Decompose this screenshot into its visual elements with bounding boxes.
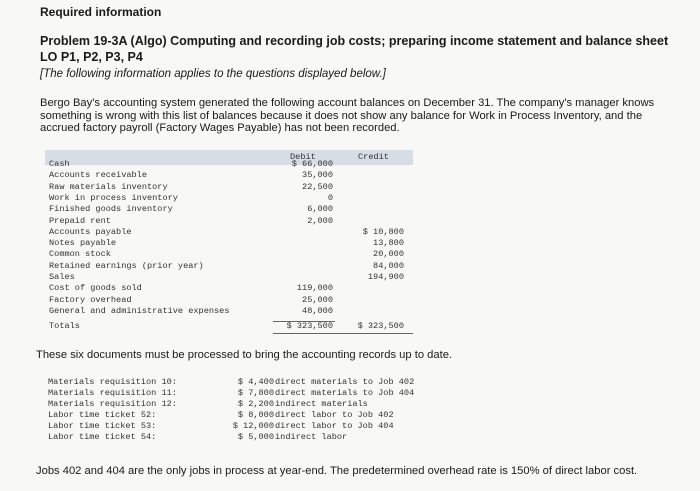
debit-value: 48,000 xyxy=(302,305,333,316)
intro-paragraph: Bergo Bay's accounting system generated the following account balances on December 31. The company's manager knows something is wrong with this list of balances because it does not show any balance for Work in Process Inventory, and the accrued factory payroll (Factory Wages Payable) has not been recorded. xyxy=(40,97,655,134)
document-amount: $ 8,000 xyxy=(237,410,274,420)
table-row xyxy=(45,238,413,249)
account-name: Prepaid rent xyxy=(49,215,111,226)
table-row xyxy=(45,182,413,193)
document-item xyxy=(48,421,448,432)
document-label: Labor time ticket 54: xyxy=(48,432,157,442)
totals-row xyxy=(45,321,413,332)
table-row xyxy=(45,283,413,294)
account-name: Notes payable xyxy=(49,238,117,249)
debit-value: 35,000 xyxy=(302,170,333,181)
table-row xyxy=(45,170,413,181)
document-description: indirect labor xyxy=(275,432,348,442)
debit-total: $ 323,500 xyxy=(286,321,333,331)
document-description: direct materials to Job 402 xyxy=(275,377,415,387)
credit-value: 13,800 xyxy=(373,238,404,249)
document-description: direct materials to Job 404 xyxy=(275,388,415,398)
table-row xyxy=(45,295,413,306)
table-row xyxy=(45,261,413,272)
account-name: Accounts payable xyxy=(49,226,132,237)
applies-note: [The following information applies to the questions displayed below.] xyxy=(40,68,386,80)
account-name: Retained earnings (prior year) xyxy=(49,260,204,271)
credit-value: 20,000 xyxy=(373,249,404,260)
document-amount: $ 2,200 xyxy=(237,399,274,409)
table-row xyxy=(45,272,413,283)
account-name: Accounts receivable xyxy=(49,170,147,181)
document-amount: $ 12,000 xyxy=(232,421,274,431)
problem-title: Problem 19-3A (Algo) Computing and recording job costs; preparing income statement and balance sheet LO P1, P2, P3, P4 xyxy=(40,34,669,64)
documents-list xyxy=(48,377,448,443)
credit-value: 84,000 xyxy=(373,260,404,271)
table-row xyxy=(45,159,413,170)
debit-value: 119,000 xyxy=(296,283,333,294)
document-item xyxy=(48,432,448,443)
table-row xyxy=(45,249,413,260)
document-description: direct labor to Job 402 xyxy=(275,410,394,420)
debit-value: $ 66,000 xyxy=(291,159,333,169)
debit-value: 6,000 xyxy=(307,204,333,215)
document-label: Labor time ticket 52: xyxy=(48,410,157,420)
debit-value: 2,000 xyxy=(307,215,333,226)
table-row xyxy=(45,204,413,215)
totals-underline xyxy=(273,333,413,334)
footer-note: Jobs 402 and 404 are the only jobs in process at year-end. The predetermined overhead rate is 150% of direct labor cost. xyxy=(36,465,638,477)
debit-underline xyxy=(273,321,335,322)
credit-value: $ 10,800 xyxy=(362,226,404,237)
table-row xyxy=(45,216,413,227)
document-amount: $ 4,400 xyxy=(237,377,274,387)
required-information-heading: Required information xyxy=(40,5,162,19)
document-label: Materials requisition 11: xyxy=(48,388,177,398)
document-item xyxy=(48,377,448,388)
account-name: Cost of goods sold xyxy=(49,283,142,294)
document-label: Materials requisition 10: xyxy=(48,377,177,387)
account-name: Sales xyxy=(49,272,75,282)
account-name: Cash xyxy=(49,159,70,169)
document-description: direct labor to Job 404 xyxy=(275,421,394,431)
account-name: Raw materials inventory xyxy=(49,181,168,192)
totals-label: Totals xyxy=(49,321,80,331)
debit-value: 0 xyxy=(327,192,333,203)
credit-value: 194,900 xyxy=(367,272,404,282)
account-name: General and administrative expenses xyxy=(49,305,230,316)
document-item xyxy=(48,388,448,399)
document-amount: $ 7,800 xyxy=(237,388,274,398)
account-name: Finished goods inventory xyxy=(49,204,173,215)
debit-value: 22,500 xyxy=(302,181,333,192)
document-amount: $ 5,000 xyxy=(237,432,274,442)
document-label: Materials requisition 12: xyxy=(48,399,177,409)
account-name: Factory overhead xyxy=(49,294,132,305)
account-name: Common stock xyxy=(49,249,111,260)
document-item xyxy=(48,410,448,421)
debit-header: Debit xyxy=(290,152,316,162)
documents-intro: These six documents must be processed to bring the accounting records up to date. xyxy=(36,349,453,361)
table-row xyxy=(45,306,413,317)
credit-total: $ 323,500 xyxy=(357,321,404,331)
document-item xyxy=(48,399,448,410)
account-name: Work in process inventory xyxy=(49,192,178,203)
debit-value: 25,000 xyxy=(302,294,333,305)
credit-header: Credit xyxy=(358,152,389,162)
table-row xyxy=(45,227,413,238)
document-label: Labor time ticket 53: xyxy=(48,421,157,431)
document-description: indirect materials xyxy=(275,399,368,409)
table-row xyxy=(45,193,413,204)
